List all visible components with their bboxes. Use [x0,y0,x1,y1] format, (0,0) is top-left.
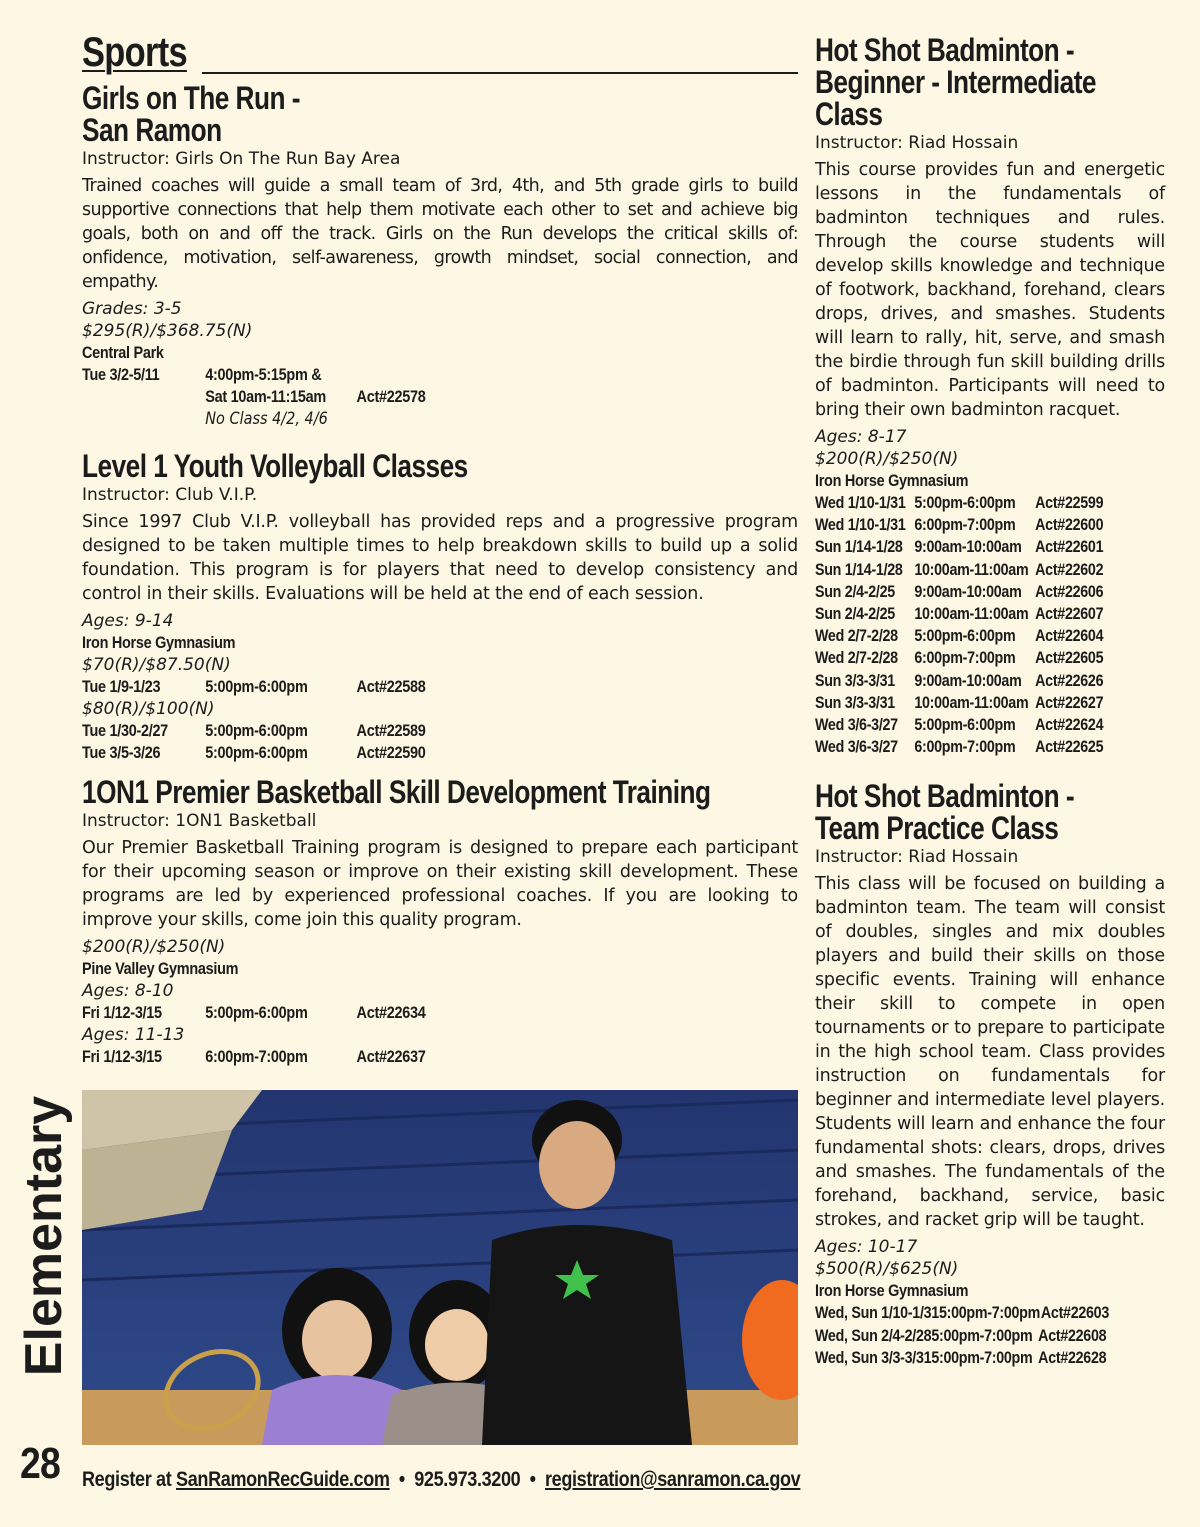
program-badminton-team [815,780,1165,1369]
schedule-act: Act#22589 [356,721,426,740]
schedule-date: Wed 2/7-2/28 [815,648,898,668]
schedule-date: Tue 1/30-2/27 [82,721,168,740]
schedule-date: Fri 1/12-3/15 [82,1047,162,1066]
program-description: Since 1997 Club V.I.P. volleyball has provided reps and a progressive program designed to be taken multiple times to help breakdown skills to build up a solid foundation. This program is for players that need to develop consistency and control in their skills. Evaluations will be held at the end of each session. [82,512,798,604]
schedule-time: 9:00am-10:00am [914,581,1022,601]
program-grades: Grades: 3-5 [82,299,182,319]
schedule-table [815,492,1165,758]
schedule-row [815,514,1109,536]
program-price: $200(R)/$250(N) [82,937,226,957]
program-price: $500(R)/$625(N) [815,1259,959,1280]
schedule-row [815,581,1109,603]
schedule-table [815,1302,1165,1369]
kids-photo [82,1090,798,1445]
schedule-date: Wed, Sun 3/3-3/31 [815,1347,932,1367]
program-description: This course provides fun and energetic lessons in the fundamentals of badminton techniques and rules. Through the course students will develop skills knowledge and technique of footwork, backhand, forehand, clears drops, drives, and smashes. Students will learn to rally, hit, serve, and smash the birdie through fun skill building drills of badminton. Participants will need to bring their own badminton racquet. [815,160,1165,420]
program-title-line1: Hot Shot Badminton - [815,32,1075,68]
schedule-time: 9:00am-10:00am [914,670,1022,690]
schedule-act: Act#22637 [356,1047,426,1066]
schedule-row [82,386,691,408]
program-title: 1ON1 Premier Basketball Skill Development Training [82,774,711,810]
program-price: $80(R)/$100(N) [82,699,215,719]
schedule-time: 10:00am-11:00am [914,692,1029,712]
schedule-act: Act#22600 [1035,515,1104,535]
program-price: $200(R)/$250(N) [815,449,959,469]
schedule-act: Act#22628 [1038,1347,1107,1367]
schedule-date: Sun 2/4-2/25 [815,581,895,601]
schedule-time: 10:00am-11:00am [914,559,1029,579]
program-location: Iron Horse Gymnasium [815,471,969,490]
program-ages: Ages: 11-13 [82,1025,185,1045]
schedule-row [815,736,1109,758]
schedule-act: Act#22578 [356,387,426,406]
schedule-time: 6:00pm-7:00pm [914,515,1016,535]
program-ages: Ages: 9-14 [82,611,174,631]
schedule-date: Sun 3/3-3/31 [815,692,895,712]
schedule-time: 5:00pm-7:00pm [931,1347,1033,1367]
schedule-time: 5:00pm-7:00pm [931,1325,1033,1345]
program-title-line1: Hot Shot Badminton - [815,778,1075,815]
section-header [82,30,798,74]
schedule-act: Act#22601 [1035,537,1104,557]
schedule-act: Act#22604 [1035,626,1104,646]
side-label [15,1095,73,1377]
right-column [815,34,1165,1369]
footer-phone: 925.973.3200 [414,1468,521,1491]
schedule-row [815,692,1109,714]
schedule-row [82,742,691,764]
schedule-time: 5:00pm-7:00pm [938,1303,1041,1323]
schedule-date: Wed, Sun 2/4-2/28 [815,1325,932,1345]
schedule-row [815,1302,1109,1324]
schedule-act: Act#22607 [1035,604,1104,624]
schedule-date: Sun 3/3-3/31 [815,670,895,690]
schedule-act: Act#22634 [356,1003,426,1022]
schedule-time: 4:00pm-5:15pm & [205,365,322,384]
schedule-date: Sun 1/14-1/28 [815,537,903,557]
schedule-date: Sun 1/14-1/28 [815,559,903,579]
schedule-time: 6:00pm-7:00pm [914,648,1016,668]
schedule-time: 5:00pm-6:00pm [205,721,308,740]
program-description: This class will be focused on building a badminton team. The team will consist of doubles, singles and mix doubles players and build their skills on those specific events. Training will enhance their skill to compete in open tournaments or to prepare to participate in the high school team. Class provides instruction on fundamentals for beginner and intermediate level players. Students will learn and enhance the four fundamental shots: clears, drops, drives and smashes. The fundamentals of the forehand, backhand, service, basic strokes, and racket grip will be taught. [815,874,1165,1231]
schedule-time: 9:00am-10:00am [914,537,1022,557]
schedule-row [815,603,1109,625]
footer-register-text: Register at [82,1468,172,1491]
program-girls-on-the-run [82,82,798,430]
program-basketball [82,776,798,1068]
program-instructor: Instructor: 1ON1 Basketball [82,811,317,831]
schedule-row [815,625,1109,647]
program-ages: Ages: 10-17 [815,1237,918,1258]
schedule-act: Act#22588 [356,677,426,696]
schedule-act: Act#22624 [1035,715,1104,735]
side-label-text: Elementary [15,1095,73,1377]
schedule-row [815,1325,1109,1347]
schedule-act: Act#22625 [1035,737,1104,757]
schedule-time: 5:00pm-6:00pm [205,1003,308,1022]
schedule-row [815,714,1109,736]
schedule-date: Fri 1/12-3/15 [82,1003,162,1022]
schedule-date: Wed 3/6-3/27 [815,715,898,735]
schedule-row [815,1347,1109,1369]
program-title-line2: Beginner - Intermediate [815,64,1097,100]
program-instructor: Instructor: Girls On The Run Bay Area [82,149,401,169]
program-location: Iron Horse Gymnasium [815,1281,969,1301]
schedule-date: Tue 3/2-5/11 [82,365,160,384]
footer [82,1467,800,1493]
schedule-act: Act#22606 [1035,581,1104,601]
program-instructor: Instructor: Club V.I.P. [82,485,258,505]
program-title-line2: Team Practice Class [815,810,1059,847]
program-volleyball [82,450,798,764]
program-price: $70(R)/$87.50(N) [82,655,231,675]
page-number: 28 [20,1439,61,1488]
program-description: Our Premier Basketball Training program is designed to prepare each participant for their upcoming season or improve on their existing skill development. These programs are led by experienced professional coaches. If you are looking to improve your skills, come join this quality program. [82,838,798,930]
program-title-line3: Class [815,96,883,132]
schedule-row [815,492,1109,514]
schedule-time: 6:00pm-7:00pm [205,1047,308,1066]
program-location: Central Park [82,343,164,362]
schedule-act: Act#22605 [1035,648,1104,668]
schedule-date: Wed 1/10-1/31 [815,515,906,535]
footer-website-link[interactable]: SanRamonRecGuide.com [176,1468,390,1491]
schedule-time: 6:00pm-7:00pm [914,737,1016,757]
schedule-row [815,670,1109,692]
schedule-time: Sat 10am-11:15am [205,387,326,406]
program-instructor: Instructor: Riad Hossain [815,133,1019,153]
schedule-act: Act#22608 [1038,1325,1107,1345]
schedule-date: Wed 3/6-3/27 [815,737,898,757]
footer-separator: • [398,1468,405,1491]
program-location: Pine Valley Gymnasium [82,959,239,978]
program-badminton-beginner [815,34,1165,758]
schedule-act: Act#22627 [1035,692,1104,712]
schedule-act: Act#22602 [1035,559,1104,579]
left-column [82,30,798,1068]
schedule-date: Tue 1/9-1/23 [82,677,161,696]
schedule-time: 5:00pm-6:00pm [914,493,1016,512]
program-title-line2: San Ramon [82,112,222,148]
schedule-date: Wed 1/10-1/31 [815,493,906,512]
schedule-date: Sun 2/4-2/25 [815,604,895,624]
schedule-act: Act#22603 [1040,1303,1109,1323]
program-instructor: Instructor: Riad Hossain [815,847,1019,868]
schedule-note: No Class 4/2, 4/6 [205,409,328,429]
schedule-time: 10:00am-11:00am [914,604,1029,624]
schedule-row [82,676,691,698]
schedule-time: 5:00pm-6:00pm [205,677,308,696]
schedule-row [82,1046,691,1068]
program-location: Iron Horse Gymnasium [82,633,236,652]
schedule-row [82,720,691,742]
program-title: Level 1 Youth Volleyball Classes [82,448,468,484]
schedule-row [815,647,1109,669]
program-ages: Ages: 8-17 [815,427,907,447]
schedule-act: Act#22590 [356,743,426,762]
schedule-act: Act#22626 [1035,670,1104,690]
schedule-row [82,408,691,430]
footer-email-link[interactable]: registration@sanramon.ca.gov [544,1468,801,1491]
schedule-date: Tue 3/5-3/26 [82,743,161,762]
schedule-row [82,364,691,386]
schedule-row [815,536,1109,558]
program-price: $295(R)/$368.75(N) [82,321,253,341]
schedule-time: 5:00pm-6:00pm [914,715,1016,735]
schedule-time: 5:00pm-6:00pm [205,743,308,762]
schedule-row [82,1002,691,1024]
program-description: Trained coaches will guide a small team of 3rd, 4th, and 5th grade girls to build supportive connections that help them motivate each other to set and achieve big goals, both on and off the track. Girls on the Run develops the critical skills of: onfidence, motivation, self-awareness, growth mindset, social connection, and empathy. [82,176,798,292]
program-ages: Ages: 8-10 [82,981,174,1001]
schedule-date: Wed 2/7-2/28 [815,626,898,646]
section-title: Sports [82,28,187,75]
footer-separator: • [529,1468,536,1491]
schedule-time: 5:00pm-6:00pm [914,626,1016,646]
section-rule [202,72,798,74]
schedule-row [815,559,1109,581]
schedule-act: Act#22599 [1035,493,1104,512]
program-title-line1: Girls on The Run - [82,80,300,116]
schedule-date: Wed, Sun 1/10-1/31 [815,1303,939,1323]
